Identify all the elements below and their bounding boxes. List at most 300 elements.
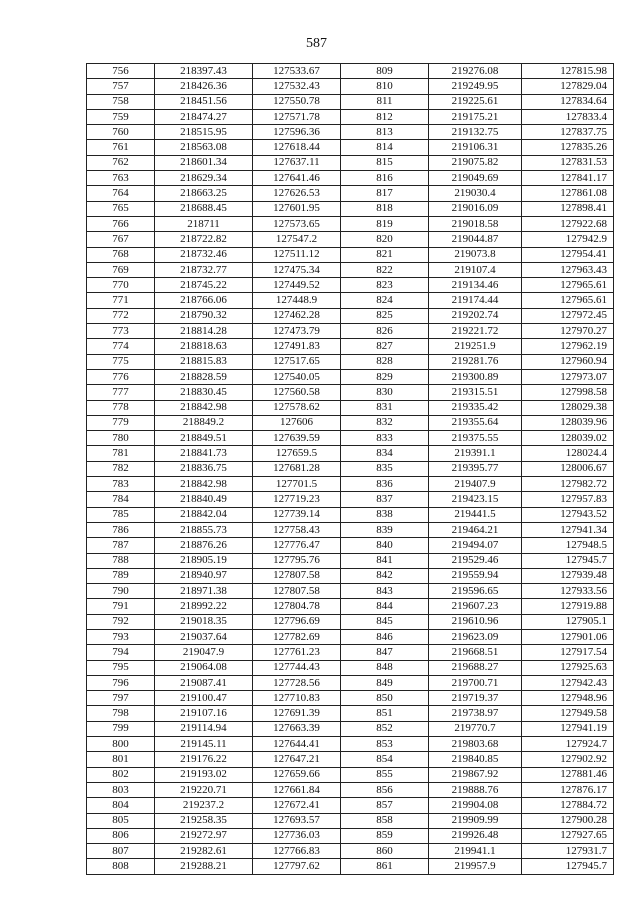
x-coordinate-left-cell: 218842.98	[155, 477, 253, 492]
y-coordinate-left-cell: 127663.39	[253, 721, 341, 736]
point-number-left-cell: 778	[87, 400, 155, 415]
y-coordinate-right-cell: 127970.27	[522, 324, 614, 339]
table-row	[87, 522, 614, 537]
x-coordinate-right-cell: 219529.46	[429, 553, 522, 568]
x-coordinate-left-cell: 218876.26	[155, 538, 253, 553]
x-coordinate-right-cell: 219018.58	[429, 216, 522, 231]
y-coordinate-left-cell: 127533.67	[253, 64, 341, 79]
x-coordinate-left-cell: 219107.16	[155, 706, 253, 721]
x-coordinate-right-cell: 219249.95	[429, 79, 522, 94]
y-coordinate-right-cell: 127960.94	[522, 354, 614, 369]
x-coordinate-right-cell: 219016.09	[429, 201, 522, 216]
point-number-right-cell: 813	[341, 125, 429, 140]
point-number-left-cell: 799	[87, 721, 155, 736]
y-coordinate-right-cell: 127943.52	[522, 507, 614, 522]
table-row	[87, 721, 614, 736]
point-number-left-cell: 801	[87, 752, 155, 767]
x-coordinate-left-cell: 219047.9	[155, 645, 253, 660]
x-coordinate-right-cell: 219494.07	[429, 538, 522, 553]
x-coordinate-left-cell: 218688.45	[155, 201, 253, 216]
y-coordinate-right-cell: 127998.58	[522, 385, 614, 400]
point-number-left-cell: 763	[87, 171, 155, 186]
point-number-left-cell: 761	[87, 140, 155, 155]
y-coordinate-right-cell: 127927.65	[522, 828, 614, 843]
table-row	[87, 64, 614, 79]
x-coordinate-left-cell: 219237.2	[155, 798, 253, 813]
table-row	[87, 247, 614, 262]
x-coordinate-left-cell: 219193.02	[155, 767, 253, 782]
y-coordinate-left-cell: 127807.58	[253, 568, 341, 583]
table-row	[87, 614, 614, 629]
x-coordinate-left-cell: 218849.51	[155, 431, 253, 446]
table-row	[87, 813, 614, 828]
table-row	[87, 675, 614, 690]
point-number-left-cell: 805	[87, 813, 155, 828]
point-number-right-cell: 845	[341, 614, 429, 629]
point-number-right-cell: 851	[341, 706, 429, 721]
x-coordinate-left-cell: 218790.32	[155, 308, 253, 323]
x-coordinate-right-cell: 219315.51	[429, 385, 522, 400]
x-coordinate-left-cell: 218451.56	[155, 94, 253, 109]
y-coordinate-right-cell: 127835.26	[522, 140, 614, 155]
x-coordinate-right-cell: 219867.92	[429, 767, 522, 782]
table-row	[87, 201, 614, 216]
point-number-right-cell: 848	[341, 660, 429, 675]
y-coordinate-left-cell: 127532.43	[253, 79, 341, 94]
y-coordinate-right-cell: 127841.17	[522, 171, 614, 186]
y-coordinate-left-cell: 127647.21	[253, 752, 341, 767]
y-coordinate-right-cell: 127881.46	[522, 767, 614, 782]
x-coordinate-right-cell: 219107.4	[429, 262, 522, 277]
point-number-right-cell: 847	[341, 645, 429, 660]
y-coordinate-right-cell: 127965.61	[522, 293, 614, 308]
y-coordinate-left-cell: 127736.03	[253, 828, 341, 843]
x-coordinate-right-cell: 219957.9	[429, 859, 522, 874]
x-coordinate-right-cell: 219719.37	[429, 691, 522, 706]
point-number-right-cell: 809	[341, 64, 429, 79]
x-coordinate-left-cell: 218830.45	[155, 385, 253, 400]
y-coordinate-right-cell: 127898.41	[522, 201, 614, 216]
table-row	[87, 155, 614, 170]
x-coordinate-left-cell: 218849.2	[155, 415, 253, 430]
x-coordinate-right-cell: 219044.87	[429, 232, 522, 247]
point-number-right-cell: 825	[341, 308, 429, 323]
point-number-left-cell: 766	[87, 216, 155, 231]
point-number-left-cell: 800	[87, 737, 155, 752]
point-number-right-cell: 821	[341, 247, 429, 262]
point-number-right-cell: 844	[341, 599, 429, 614]
point-number-right-cell: 823	[341, 278, 429, 293]
table-row	[87, 538, 614, 553]
point-number-left-cell: 760	[87, 125, 155, 140]
x-coordinate-left-cell: 218836.75	[155, 461, 253, 476]
y-coordinate-left-cell: 127462.28	[253, 308, 341, 323]
point-number-left-cell: 793	[87, 629, 155, 644]
x-coordinate-right-cell: 219049.69	[429, 171, 522, 186]
point-number-right-cell: 812	[341, 109, 429, 124]
y-coordinate-left-cell: 127761.23	[253, 645, 341, 660]
x-coordinate-right-cell: 219375.55	[429, 431, 522, 446]
y-coordinate-right-cell: 127931.7	[522, 844, 614, 859]
y-coordinate-left-cell: 127804.78	[253, 599, 341, 614]
table-row	[87, 737, 614, 752]
point-number-right-cell: 840	[341, 538, 429, 553]
y-coordinate-right-cell: 127901.06	[522, 629, 614, 644]
y-coordinate-left-cell: 127701.5	[253, 477, 341, 492]
table-row	[87, 324, 614, 339]
x-coordinate-left-cell: 218474.27	[155, 109, 253, 124]
x-coordinate-right-cell: 219175.21	[429, 109, 522, 124]
x-coordinate-left-cell: 219258.35	[155, 813, 253, 828]
point-number-left-cell: 759	[87, 109, 155, 124]
table-row	[87, 125, 614, 140]
y-coordinate-left-cell: 127744.43	[253, 660, 341, 675]
coordinates-table	[86, 63, 614, 875]
y-coordinate-right-cell: 127902.92	[522, 752, 614, 767]
table-row	[87, 232, 614, 247]
table-row	[87, 752, 614, 767]
x-coordinate-left-cell: 218563.08	[155, 140, 253, 155]
y-coordinate-left-cell: 127639.59	[253, 431, 341, 446]
y-coordinate-left-cell: 127550.78	[253, 94, 341, 109]
y-coordinate-left-cell: 127641.46	[253, 171, 341, 186]
y-coordinate-right-cell: 128039.96	[522, 415, 614, 430]
point-number-left-cell: 790	[87, 584, 155, 599]
x-coordinate-right-cell: 219623.09	[429, 629, 522, 644]
y-coordinate-left-cell: 127517.65	[253, 354, 341, 369]
x-coordinate-right-cell: 219610.96	[429, 614, 522, 629]
y-coordinate-right-cell: 127945.7	[522, 553, 614, 568]
y-coordinate-left-cell: 127782.69	[253, 629, 341, 644]
x-coordinate-right-cell: 219738.97	[429, 706, 522, 721]
y-coordinate-right-cell: 127815.98	[522, 64, 614, 79]
point-number-left-cell: 786	[87, 522, 155, 537]
point-number-right-cell: 855	[341, 767, 429, 782]
point-number-left-cell: 780	[87, 431, 155, 446]
x-coordinate-right-cell: 219700.71	[429, 675, 522, 690]
table-row	[87, 293, 614, 308]
table-row	[87, 706, 614, 721]
table-row	[87, 278, 614, 293]
point-number-left-cell: 788	[87, 553, 155, 568]
y-coordinate-left-cell: 127449.52	[253, 278, 341, 293]
table-row	[87, 339, 614, 354]
y-coordinate-right-cell: 127831.53	[522, 155, 614, 170]
table-row	[87, 553, 614, 568]
y-coordinate-left-cell: 127644.41	[253, 737, 341, 752]
y-coordinate-left-cell: 127659.5	[253, 446, 341, 461]
table-row	[87, 262, 614, 277]
x-coordinate-right-cell: 219803.68	[429, 737, 522, 752]
y-coordinate-left-cell: 127618.44	[253, 140, 341, 155]
x-coordinate-right-cell: 219596.65	[429, 584, 522, 599]
x-coordinate-left-cell: 218397.43	[155, 64, 253, 79]
x-coordinate-left-cell: 218601.34	[155, 155, 253, 170]
point-number-right-cell: 829	[341, 369, 429, 384]
y-coordinate-right-cell: 127833.4	[522, 109, 614, 124]
y-coordinate-left-cell: 127661.84	[253, 782, 341, 797]
table-row	[87, 645, 614, 660]
x-coordinate-right-cell: 219464.21	[429, 522, 522, 537]
x-coordinate-right-cell: 219391.1	[429, 446, 522, 461]
point-number-right-cell: 830	[341, 385, 429, 400]
point-number-left-cell: 791	[87, 599, 155, 614]
y-coordinate-left-cell: 127573.65	[253, 216, 341, 231]
y-coordinate-left-cell: 127691.39	[253, 706, 341, 721]
point-number-left-cell: 775	[87, 354, 155, 369]
point-number-right-cell: 842	[341, 568, 429, 583]
y-coordinate-left-cell: 127547.2	[253, 232, 341, 247]
y-coordinate-right-cell: 128006.67	[522, 461, 614, 476]
y-coordinate-right-cell: 127884.72	[522, 798, 614, 813]
x-coordinate-left-cell: 219272.97	[155, 828, 253, 843]
x-coordinate-right-cell: 219395.77	[429, 461, 522, 476]
y-coordinate-right-cell: 127962.19	[522, 339, 614, 354]
y-coordinate-left-cell: 127795.76	[253, 553, 341, 568]
y-coordinate-left-cell: 127606	[253, 415, 341, 430]
point-number-right-cell: 856	[341, 782, 429, 797]
x-coordinate-right-cell: 219941.1	[429, 844, 522, 859]
y-coordinate-left-cell: 127596.36	[253, 125, 341, 140]
point-number-left-cell: 756	[87, 64, 155, 79]
point-number-left-cell: 770	[87, 278, 155, 293]
x-coordinate-left-cell: 218842.98	[155, 400, 253, 415]
point-number-left-cell: 769	[87, 262, 155, 277]
x-coordinate-right-cell: 219132.75	[429, 125, 522, 140]
point-number-left-cell: 785	[87, 507, 155, 522]
x-coordinate-left-cell: 218855.73	[155, 522, 253, 537]
x-coordinate-left-cell: 219145.11	[155, 737, 253, 752]
point-number-right-cell: 861	[341, 859, 429, 874]
point-number-right-cell: 828	[341, 354, 429, 369]
y-coordinate-right-cell: 128039.02	[522, 431, 614, 446]
point-number-right-cell: 819	[341, 216, 429, 231]
x-coordinate-left-cell: 219087.41	[155, 675, 253, 690]
page-number: 587	[306, 36, 327, 51]
table-row	[87, 308, 614, 323]
table-row	[87, 385, 614, 400]
point-number-right-cell: 846	[341, 629, 429, 644]
y-coordinate-right-cell: 127941.34	[522, 522, 614, 537]
x-coordinate-right-cell: 219174.44	[429, 293, 522, 308]
point-number-right-cell: 839	[341, 522, 429, 537]
y-coordinate-right-cell: 127948.96	[522, 691, 614, 706]
table-row	[87, 782, 614, 797]
point-number-left-cell: 792	[87, 614, 155, 629]
x-coordinate-left-cell: 218663.25	[155, 186, 253, 201]
x-coordinate-right-cell: 219134.46	[429, 278, 522, 293]
table-row	[87, 798, 614, 813]
y-coordinate-left-cell: 127719.23	[253, 492, 341, 507]
point-number-right-cell: 831	[341, 400, 429, 415]
x-coordinate-right-cell: 219202.74	[429, 308, 522, 323]
y-coordinate-left-cell: 127626.53	[253, 186, 341, 201]
point-number-right-cell: 816	[341, 171, 429, 186]
x-coordinate-right-cell: 219030.4	[429, 186, 522, 201]
point-number-left-cell: 783	[87, 477, 155, 492]
y-coordinate-left-cell: 127475.34	[253, 262, 341, 277]
y-coordinate-left-cell: 127758.43	[253, 522, 341, 537]
coordinates-table-body	[87, 64, 614, 875]
x-coordinate-left-cell: 218905.19	[155, 553, 253, 568]
x-coordinate-left-cell: 218745.22	[155, 278, 253, 293]
point-number-left-cell: 777	[87, 385, 155, 400]
x-coordinate-left-cell: 218426.36	[155, 79, 253, 94]
x-coordinate-right-cell: 219423.15	[429, 492, 522, 507]
x-coordinate-left-cell: 218818.63	[155, 339, 253, 354]
table-row	[87, 660, 614, 675]
point-number-left-cell: 767	[87, 232, 155, 247]
y-coordinate-right-cell: 127949.58	[522, 706, 614, 721]
x-coordinate-left-cell: 218814.28	[155, 324, 253, 339]
table-row	[87, 79, 614, 94]
x-coordinate-left-cell: 218840.49	[155, 492, 253, 507]
x-coordinate-left-cell: 219282.61	[155, 844, 253, 859]
y-coordinate-right-cell: 127942.9	[522, 232, 614, 247]
y-coordinate-right-cell: 127917.54	[522, 645, 614, 660]
point-number-right-cell: 850	[341, 691, 429, 706]
y-coordinate-left-cell: 127797.62	[253, 859, 341, 874]
x-coordinate-left-cell: 218992.22	[155, 599, 253, 614]
x-coordinate-left-cell: 218722.82	[155, 232, 253, 247]
table-row	[87, 844, 614, 859]
y-coordinate-right-cell: 127837.75	[522, 125, 614, 140]
x-coordinate-right-cell: 219770.7	[429, 721, 522, 736]
x-coordinate-left-cell: 218828.59	[155, 369, 253, 384]
point-number-left-cell: 782	[87, 461, 155, 476]
point-number-right-cell: 820	[341, 232, 429, 247]
x-coordinate-right-cell: 219688.27	[429, 660, 522, 675]
point-number-left-cell: 806	[87, 828, 155, 843]
y-coordinate-right-cell: 127963.43	[522, 262, 614, 277]
x-coordinate-left-cell: 218629.34	[155, 171, 253, 186]
x-coordinate-left-cell: 218815.83	[155, 354, 253, 369]
y-coordinate-right-cell: 127922.68	[522, 216, 614, 231]
table-row	[87, 767, 614, 782]
y-coordinate-left-cell: 127710.83	[253, 691, 341, 706]
point-number-right-cell: 826	[341, 324, 429, 339]
x-coordinate-right-cell: 219251.9	[429, 339, 522, 354]
x-coordinate-right-cell: 219559.94	[429, 568, 522, 583]
point-number-right-cell: 827	[341, 339, 429, 354]
x-coordinate-left-cell: 219064.08	[155, 660, 253, 675]
y-coordinate-left-cell: 127672.41	[253, 798, 341, 813]
x-coordinate-left-cell: 218711	[155, 216, 253, 231]
x-coordinate-left-cell: 218732.46	[155, 247, 253, 262]
x-coordinate-right-cell: 219668.51	[429, 645, 522, 660]
table-row	[87, 400, 614, 415]
y-coordinate-left-cell: 127491.83	[253, 339, 341, 354]
y-coordinate-right-cell: 127829.04	[522, 79, 614, 94]
point-number-right-cell: 817	[341, 186, 429, 201]
x-coordinate-right-cell: 219607.23	[429, 599, 522, 614]
y-coordinate-right-cell: 127948.5	[522, 538, 614, 553]
point-number-right-cell: 818	[341, 201, 429, 216]
y-coordinate-left-cell: 127766.83	[253, 844, 341, 859]
x-coordinate-right-cell: 219335.42	[429, 400, 522, 415]
table-row	[87, 369, 614, 384]
x-coordinate-right-cell: 219926.48	[429, 828, 522, 843]
y-coordinate-right-cell: 127954.41	[522, 247, 614, 262]
point-number-right-cell: 836	[341, 477, 429, 492]
y-coordinate-left-cell: 127601.95	[253, 201, 341, 216]
x-coordinate-left-cell: 219220.71	[155, 782, 253, 797]
point-number-right-cell: 824	[341, 293, 429, 308]
y-coordinate-left-cell: 127796.69	[253, 614, 341, 629]
point-number-left-cell: 802	[87, 767, 155, 782]
x-coordinate-right-cell: 219904.08	[429, 798, 522, 813]
point-number-left-cell: 796	[87, 675, 155, 690]
y-coordinate-right-cell: 127942.43	[522, 675, 614, 690]
y-coordinate-right-cell: 127834.64	[522, 94, 614, 109]
point-number-right-cell: 835	[341, 461, 429, 476]
y-coordinate-right-cell: 127945.7	[522, 859, 614, 874]
x-coordinate-right-cell: 219281.76	[429, 354, 522, 369]
point-number-left-cell: 781	[87, 446, 155, 461]
point-number-left-cell: 789	[87, 568, 155, 583]
point-number-right-cell: 815	[341, 155, 429, 170]
table-row	[87, 140, 614, 155]
y-coordinate-right-cell: 127973.07	[522, 369, 614, 384]
table-row	[87, 109, 614, 124]
point-number-left-cell: 776	[87, 369, 155, 384]
table-row	[87, 492, 614, 507]
point-number-right-cell: 814	[341, 140, 429, 155]
x-coordinate-right-cell: 219441.5	[429, 507, 522, 522]
point-number-left-cell: 779	[87, 415, 155, 430]
point-number-left-cell: 771	[87, 293, 155, 308]
y-coordinate-left-cell: 127511.12	[253, 247, 341, 262]
table-row	[87, 94, 614, 109]
point-number-right-cell: 810	[341, 79, 429, 94]
y-coordinate-right-cell: 127905.1	[522, 614, 614, 629]
point-number-left-cell: 808	[87, 859, 155, 874]
x-coordinate-left-cell: 219018.35	[155, 614, 253, 629]
point-number-right-cell: 843	[341, 584, 429, 599]
point-number-left-cell: 804	[87, 798, 155, 813]
point-number-left-cell: 762	[87, 155, 155, 170]
point-number-left-cell: 784	[87, 492, 155, 507]
point-number-right-cell: 858	[341, 813, 429, 828]
y-coordinate-right-cell: 127982.72	[522, 477, 614, 492]
table-row	[87, 415, 614, 430]
x-coordinate-left-cell: 219037.64	[155, 629, 253, 644]
table-row	[87, 171, 614, 186]
point-number-left-cell: 797	[87, 691, 155, 706]
x-coordinate-left-cell: 218940.97	[155, 568, 253, 583]
table-row	[87, 461, 614, 476]
x-coordinate-right-cell: 219225.61	[429, 94, 522, 109]
y-coordinate-left-cell: 127807.58	[253, 584, 341, 599]
point-number-right-cell: 859	[341, 828, 429, 843]
table-row	[87, 431, 614, 446]
y-coordinate-right-cell: 127972.45	[522, 308, 614, 323]
point-number-right-cell: 853	[341, 737, 429, 752]
x-coordinate-right-cell: 219355.64	[429, 415, 522, 430]
point-number-right-cell: 822	[341, 262, 429, 277]
x-coordinate-left-cell: 219176.22	[155, 752, 253, 767]
point-number-right-cell: 841	[341, 553, 429, 568]
table-row	[87, 216, 614, 231]
point-number-right-cell: 811	[341, 94, 429, 109]
y-coordinate-left-cell: 127571.78	[253, 109, 341, 124]
y-coordinate-right-cell: 127876.17	[522, 782, 614, 797]
table-row	[87, 568, 614, 583]
x-coordinate-right-cell: 219073.8	[429, 247, 522, 262]
table-row	[87, 691, 614, 706]
x-coordinate-left-cell: 218515.95	[155, 125, 253, 140]
table-row	[87, 584, 614, 599]
